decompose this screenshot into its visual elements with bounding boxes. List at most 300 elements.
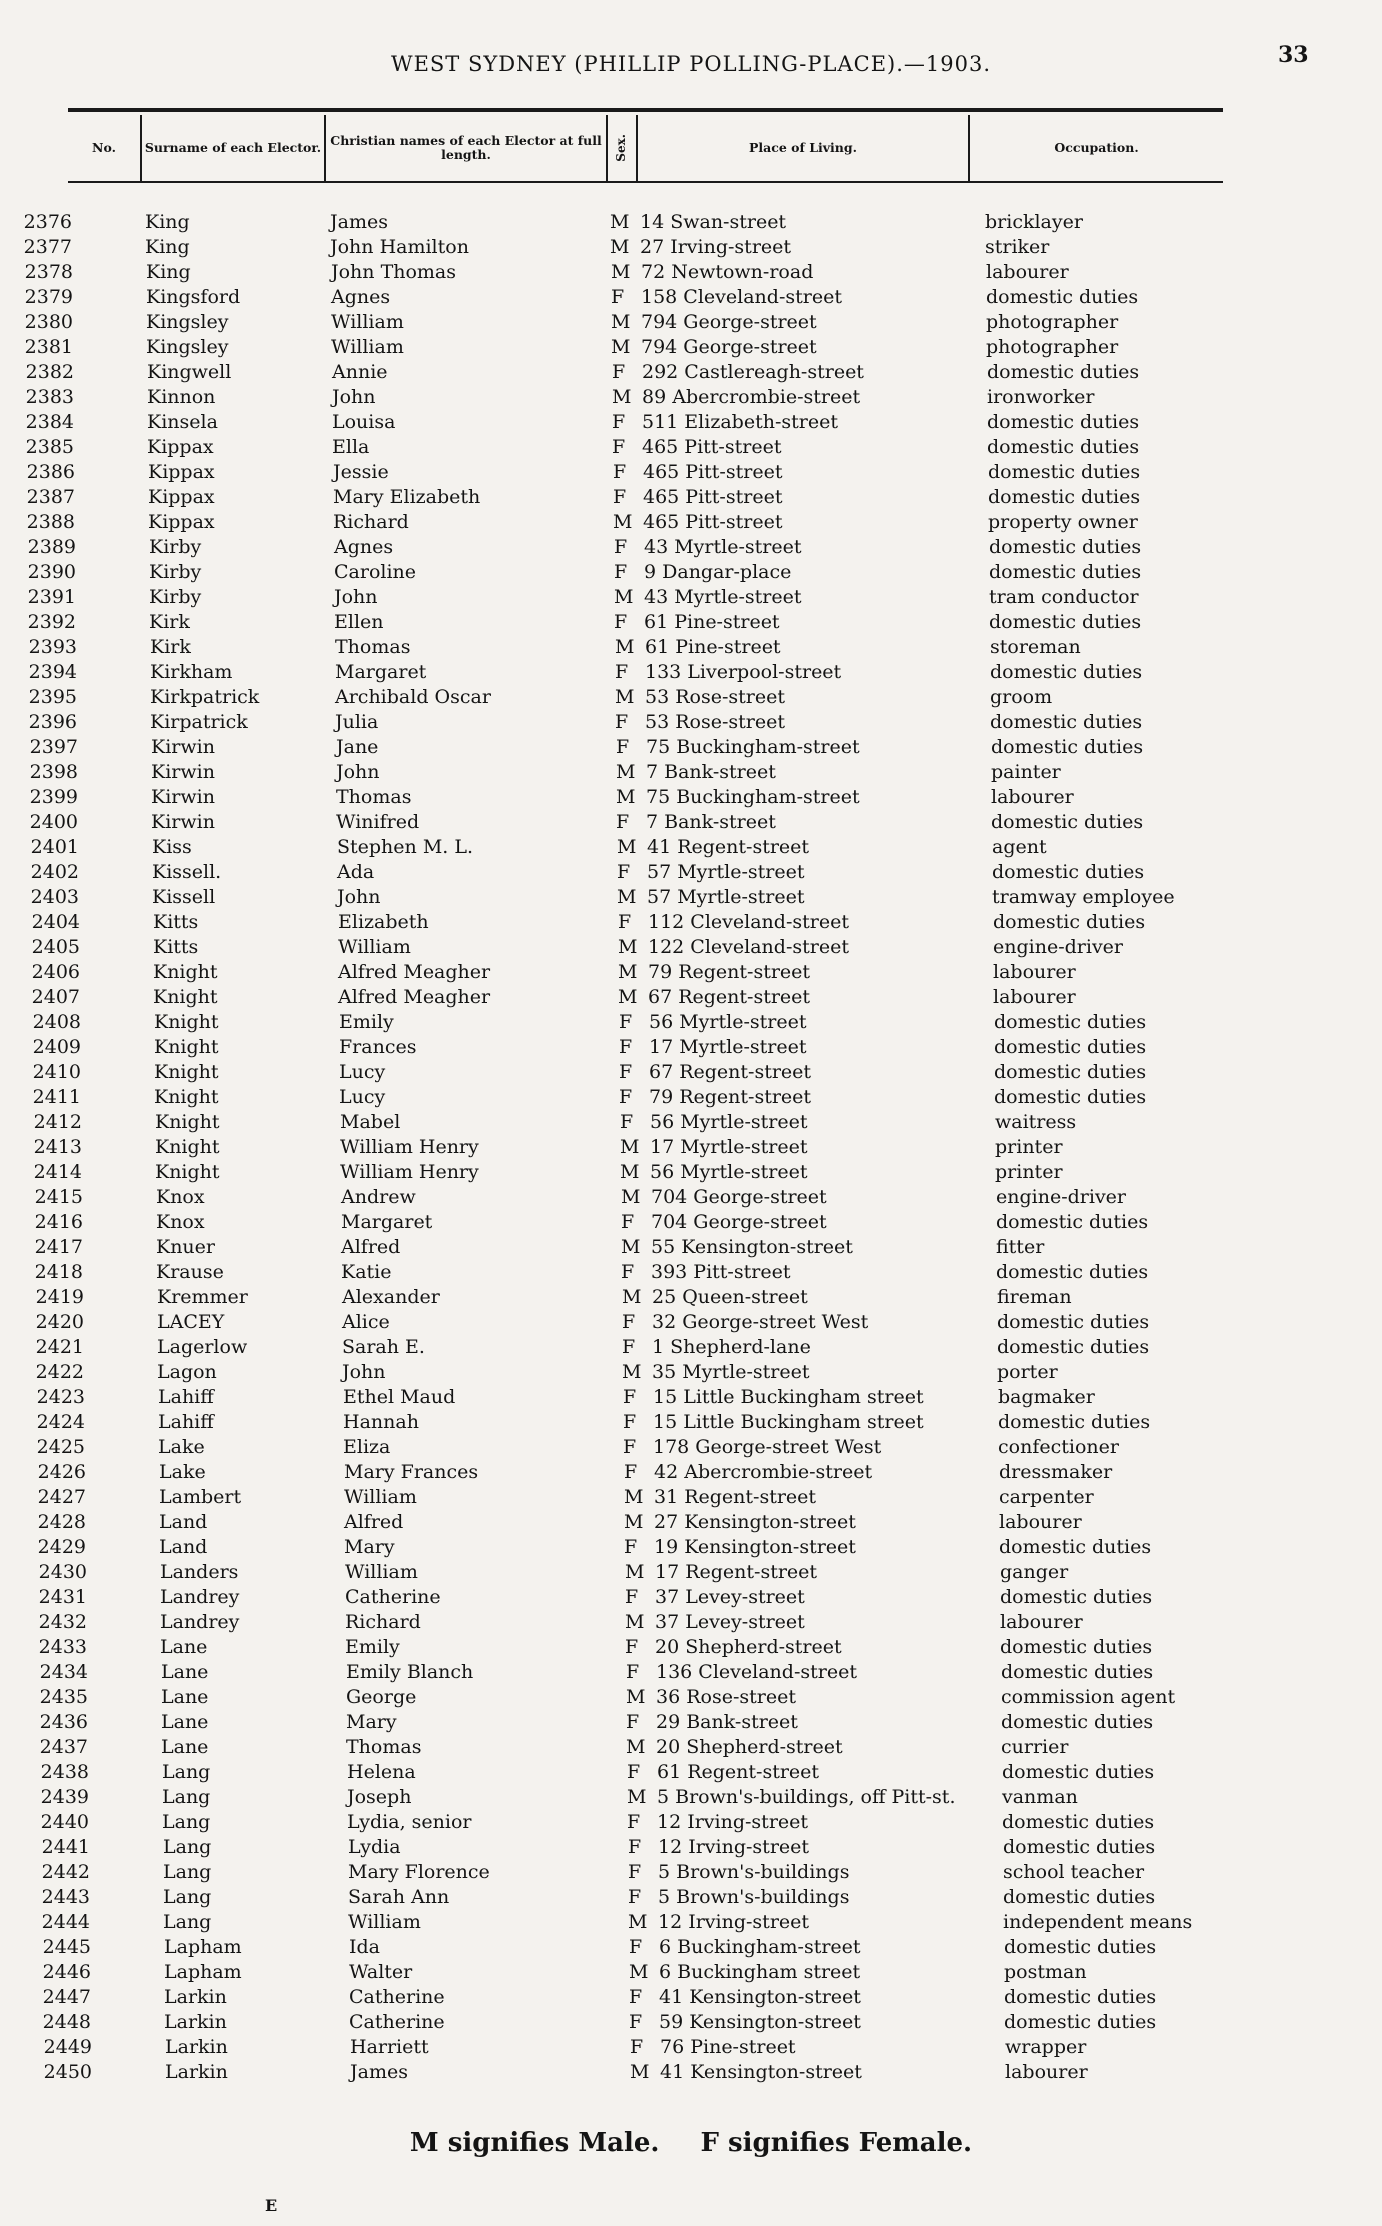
elector-number: 2413 — [33, 1136, 82, 1158]
sex: M — [611, 261, 631, 283]
christian-names: William — [344, 1486, 417, 1508]
elector-number: 2377 — [23, 236, 72, 258]
place-of-living: 465 Pitt-street — [643, 511, 783, 533]
occupation: photographer — [986, 311, 1119, 333]
place-of-living: 7 Bank-street — [646, 761, 776, 783]
elector-number: 2415 — [34, 1186, 83, 1208]
sex: F — [628, 1836, 642, 1858]
surname: Knight — [155, 1161, 220, 1183]
table-row — [0, 735, 1382, 760]
sex: F — [624, 1461, 638, 1483]
surname: Kippax — [148, 511, 215, 533]
male-note: M signifies Male. — [409, 2128, 660, 2158]
table-row — [0, 810, 1382, 835]
place-of-living: 25 Queen-street — [652, 1286, 808, 1308]
occupation: bricklayer — [985, 211, 1083, 233]
place-of-living: 292 Castlereagh-street — [642, 361, 864, 383]
surname: Knight — [153, 986, 218, 1008]
table-row — [0, 960, 1382, 985]
surname: Kingwell — [147, 361, 232, 383]
sex: F — [619, 1086, 633, 1108]
christian-names: George — [346, 1686, 417, 1708]
place-of-living: 794 George-street — [641, 311, 817, 333]
christian-names: Margaret — [341, 1211, 433, 1233]
christian-names: Margaret — [335, 661, 427, 683]
table-row — [0, 410, 1382, 435]
place-of-living: 59 Kensington-street — [659, 2011, 861, 2033]
surname: Knox — [156, 1186, 205, 1208]
occupation: domestic duties — [986, 286, 1139, 308]
occupation: printer — [995, 1136, 1063, 1158]
place-of-living: 5 Brown's-buildings — [658, 1861, 850, 1883]
occupation: domestic duties — [993, 911, 1146, 933]
occupation: waitress — [995, 1111, 1077, 1133]
sex: M — [622, 1361, 642, 1383]
occupation: domestic duties — [1000, 1636, 1153, 1658]
elector-number: 2423 — [36, 1386, 85, 1408]
surname: Lambert — [159, 1486, 242, 1508]
occupation: fitter — [996, 1236, 1045, 1258]
occupation: labourer — [1005, 2061, 1088, 2083]
christian-names: Julia — [335, 711, 379, 733]
occupation: domestic duties — [990, 711, 1143, 733]
occupation: domestic duties — [1002, 1761, 1155, 1783]
elector-number: 2381 — [24, 336, 73, 358]
occupation: domestic duties — [987, 411, 1140, 433]
sex: M — [621, 1236, 641, 1258]
christian-names: John Thomas — [331, 261, 457, 283]
elector-number: 2401 — [30, 836, 79, 858]
occupation: domestic duties — [1002, 1811, 1155, 1833]
sex: F — [630, 2036, 644, 2058]
occupation: domestic duties — [989, 611, 1142, 633]
christian-names: William — [345, 1561, 418, 1583]
occupation: engine-driver — [993, 936, 1124, 958]
table-row — [0, 1635, 1382, 1660]
occupation: confectioner — [998, 1436, 1119, 1458]
page-number: 33 — [1278, 42, 1309, 68]
place-of-living: 17 Myrtle-street — [650, 1136, 808, 1158]
table-row — [0, 1510, 1382, 1535]
table-row — [0, 660, 1382, 685]
surname: Knight — [155, 1136, 220, 1158]
occupation: labourer — [993, 986, 1076, 1008]
surname: Kirwin — [151, 736, 215, 758]
occupation: labourer — [991, 786, 1074, 808]
christian-names: Catherine — [349, 1986, 445, 2008]
christian-names: Thomas — [346, 1736, 422, 1758]
surname: Kiss — [152, 836, 192, 858]
place-of-living: 72 Newtown-road — [641, 261, 814, 283]
place-of-living: 32 George-street West — [652, 1311, 869, 1333]
table-row — [0, 1910, 1382, 1935]
occupation: postman — [1004, 1961, 1087, 1983]
place-of-living: 57 Myrtle-street — [647, 886, 805, 908]
place-of-living: 136 Cleveland-street — [656, 1661, 857, 1683]
elector-number: 2397 — [29, 736, 78, 758]
table-row — [0, 2010, 1382, 2035]
table-row — [0, 285, 1382, 310]
christian-names: Alfred Meagher — [338, 986, 491, 1008]
christian-names: Katie — [341, 1261, 392, 1283]
place-of-living: 19 Kensington-street — [654, 1536, 856, 1558]
christian-names: Frances — [339, 1036, 417, 1058]
surname: Kissell — [152, 886, 216, 908]
occupation: labourer — [993, 961, 1076, 983]
sex: F — [617, 861, 631, 883]
place-of-living: 53 Rose-street — [645, 686, 785, 708]
table-row — [0, 885, 1382, 910]
christian-names: Mabel — [340, 1111, 401, 1133]
elector-number: 2394 — [28, 661, 77, 683]
elector-number: 2412 — [33, 1111, 82, 1133]
occupation: striker — [985, 236, 1050, 258]
surname: Kremmer — [157, 1286, 248, 1308]
sex: M — [617, 886, 637, 908]
sex: M — [624, 1486, 644, 1508]
surname: Lang — [163, 1836, 212, 1858]
place-of-living: 27 Kensington-street — [654, 1511, 856, 1533]
surname: Land — [159, 1536, 208, 1558]
surname: Kitts — [153, 911, 199, 933]
surname: Larkin — [164, 2011, 227, 2033]
elector-number: 2448 — [42, 2011, 91, 2033]
christian-names: William — [331, 311, 404, 333]
table-row — [0, 1435, 1382, 1460]
elector-number: 2429 — [37, 1536, 86, 1558]
table-row — [0, 635, 1382, 660]
place-of-living: 75 Buckingham-street — [646, 736, 860, 758]
table-row — [0, 1810, 1382, 1835]
sex: M — [621, 1186, 641, 1208]
table-row — [0, 1860, 1382, 1885]
sex: F — [612, 411, 626, 433]
sex: F — [616, 736, 630, 758]
table-row — [0, 1460, 1382, 1485]
elector-number: 2421 — [35, 1336, 84, 1358]
elector-number: 2428 — [37, 1511, 86, 1533]
elector-number: 2434 — [39, 1661, 88, 1683]
elector-number: 2399 — [29, 786, 78, 808]
table-row — [0, 1610, 1382, 1635]
table-row — [0, 610, 1382, 635]
sex: M — [610, 236, 630, 258]
christian-names: Ida — [349, 1936, 380, 1958]
occupation: carpenter — [999, 1486, 1094, 1508]
christian-names: Annie — [332, 361, 388, 383]
christian-names: Helena — [347, 1761, 416, 1783]
place-of-living: 61 Regent-street — [657, 1761, 820, 1783]
sex: M — [613, 511, 633, 533]
table-row — [0, 210, 1382, 235]
surname: Lake — [158, 1436, 205, 1458]
table-row — [0, 1135, 1382, 1160]
place-of-living: 17 Myrtle-street — [649, 1036, 807, 1058]
surname: Landers — [160, 1561, 239, 1583]
christian-names: Thomas — [336, 786, 412, 808]
place-of-living: 67 Regent-street — [649, 1061, 812, 1083]
sex: M — [625, 1561, 645, 1583]
christian-names: Jane — [336, 736, 379, 758]
christian-names: John — [336, 761, 380, 783]
table-row — [0, 1985, 1382, 2010]
sex: M — [611, 311, 631, 333]
christian-names: William Henry — [340, 1136, 479, 1158]
elector-number: 2384 — [25, 411, 74, 433]
sex: M — [624, 1511, 644, 1533]
christian-names: Eliza — [343, 1436, 391, 1458]
christian-names: Sarah E. — [342, 1336, 425, 1358]
place-of-living: 56 Myrtle-street — [649, 1011, 807, 1033]
elector-number: 2405 — [31, 936, 80, 958]
surname: Lake — [159, 1461, 206, 1483]
place-of-living: 12 Irving-street — [658, 1836, 810, 1858]
table-row — [0, 1235, 1382, 1260]
table-row — [0, 785, 1382, 810]
elector-number: 2438 — [40, 1761, 89, 1783]
table-row — [0, 385, 1382, 410]
surname: Landrey — [160, 1611, 240, 1633]
surname: Kingsley — [146, 311, 229, 333]
christian-names: Harriett — [350, 2036, 429, 2058]
place-of-living: 465 Pitt-street — [643, 486, 783, 508]
christian-names: Emily — [339, 1011, 394, 1033]
sex: M — [626, 1686, 646, 1708]
sex: F — [619, 1036, 633, 1058]
table-row — [0, 1560, 1382, 1585]
place-of-living: 20 Shepherd-street — [656, 1736, 843, 1758]
place-of-living: 15 Little Buckingham street — [653, 1386, 924, 1408]
place-of-living: 112 Cleveland-street — [648, 911, 849, 933]
sex: F — [615, 661, 629, 683]
table-row — [0, 1885, 1382, 1910]
occupation: domestic duties — [1001, 1661, 1154, 1683]
sex: M — [620, 1136, 640, 1158]
elector-number: 2387 — [26, 486, 75, 508]
place-of-living: 36 Rose-street — [656, 1686, 796, 1708]
occupation: tramway employee — [992, 886, 1175, 908]
surname: Lahiff — [158, 1386, 214, 1408]
sex: F — [627, 1761, 641, 1783]
place-of-living: 465 Pitt-street — [643, 461, 783, 483]
occupation: domestic duties — [991, 811, 1144, 833]
elector-number: 2400 — [29, 811, 78, 833]
table-row — [0, 310, 1382, 335]
table-row — [0, 335, 1382, 360]
surname: Knight — [153, 961, 218, 983]
surname: Lane — [161, 1661, 209, 1683]
occupation: domestic duties — [988, 461, 1141, 483]
sex: F — [613, 461, 627, 483]
surname: Kirkpatrick — [150, 686, 260, 708]
elector-number: 2389 — [27, 536, 76, 558]
occupation: porter — [997, 1361, 1058, 1383]
sex: M — [618, 986, 638, 1008]
surname: Knight — [154, 1036, 219, 1058]
elector-number: 2402 — [30, 861, 79, 883]
occupation: domestic duties — [987, 436, 1140, 458]
table-row — [0, 1335, 1382, 1360]
surname: Kinnon — [147, 386, 216, 408]
christian-names: Lydia, senior — [347, 1811, 472, 1833]
table-row — [0, 560, 1382, 585]
surname: Kirk — [149, 611, 190, 633]
occupation: labourer — [986, 261, 1069, 283]
surname: Lang — [162, 1811, 211, 1833]
place-of-living: 6 Buckingham-street — [659, 1936, 861, 1958]
sex: M — [617, 836, 637, 858]
elector-number: 2393 — [28, 636, 77, 658]
surname: Landrey — [160, 1586, 240, 1608]
christian-names: Louisa — [332, 411, 396, 433]
christian-names: Lucy — [339, 1061, 386, 1083]
surname: Kinsela — [147, 411, 218, 433]
table-row — [0, 435, 1382, 460]
place-of-living: 6 Buckingham street — [659, 1961, 861, 1983]
sex: F — [621, 1211, 635, 1233]
sex: F — [619, 1011, 633, 1033]
occupation: domestic duties — [999, 1536, 1152, 1558]
christian-names: Mary — [346, 1711, 397, 1733]
surname: Kirpatrick — [150, 711, 248, 733]
place-of-living: 794 George-street — [641, 336, 817, 358]
place-of-living: 393 Pitt-street — [651, 1261, 791, 1283]
female-note: F signifies Female. — [700, 2128, 973, 2158]
elector-number: 2436 — [39, 1711, 88, 1733]
place-of-living: 56 Myrtle-street — [650, 1161, 808, 1183]
sex: F — [621, 1261, 635, 1283]
christian-names: Lucy — [339, 1086, 386, 1108]
place-of-living: 37 Levey-street — [655, 1611, 805, 1633]
elector-number: 2447 — [42, 1986, 91, 2008]
surname: Land — [159, 1511, 208, 1533]
christian-names: Joseph — [347, 1786, 412, 1808]
occupation: domestic duties — [997, 1311, 1150, 1333]
elector-number: 2418 — [34, 1261, 83, 1283]
christian-names: Richard — [333, 511, 409, 533]
sex: M — [616, 761, 636, 783]
christian-names: Winifred — [336, 811, 420, 833]
occupation: domestic duties — [998, 1411, 1151, 1433]
christian-names: Ada — [337, 861, 375, 883]
occupation: school teacher — [1003, 1861, 1145, 1883]
surname: Knuer — [156, 1236, 215, 1258]
christian-names: William — [348, 1911, 421, 1933]
table-row — [0, 685, 1382, 710]
sex: F — [623, 1386, 637, 1408]
sex: F — [612, 361, 626, 383]
table-row — [0, 1035, 1382, 1060]
table-row — [0, 760, 1382, 785]
occupation: domestic duties — [987, 361, 1140, 383]
table-row — [0, 985, 1382, 1010]
christian-names: Archibald Oscar — [335, 686, 491, 708]
occupation: domestic duties — [991, 736, 1144, 758]
occupation: photographer — [986, 336, 1119, 358]
sex: M — [627, 1786, 647, 1808]
occupation: domestic duties — [997, 1336, 1150, 1358]
sex: F — [623, 1411, 637, 1433]
place-of-living: 76 Pine-street — [660, 2036, 796, 2058]
christian-names: Sarah Ann — [348, 1886, 450, 1908]
christian-names: John — [342, 1361, 386, 1383]
sex: M — [612, 386, 632, 408]
surname: King — [145, 236, 190, 258]
occupation: domestic duties — [1004, 2011, 1157, 2033]
table-row — [0, 510, 1382, 535]
surname: Lapham — [164, 1961, 242, 1983]
sex: M — [615, 636, 635, 658]
christian-names: Agnes — [331, 286, 391, 308]
sex: F — [625, 1586, 639, 1608]
table-row — [0, 935, 1382, 960]
sex: F — [622, 1336, 636, 1358]
occupation: domestic duties — [990, 661, 1143, 683]
occupation: bagmaker — [998, 1386, 1095, 1408]
christian-names: John — [332, 386, 376, 408]
elector-number: 2437 — [39, 1736, 88, 1758]
table-row — [0, 260, 1382, 285]
surname: Kirby — [149, 561, 202, 583]
sex: M — [618, 936, 638, 958]
elector-number: 2392 — [27, 611, 76, 633]
table-row — [0, 1110, 1382, 1135]
elector-number: 2416 — [34, 1211, 83, 1233]
occupation: domestic duties — [994, 1011, 1147, 1033]
christian-names: Ethel Maud — [343, 1386, 456, 1408]
place-of-living: 67 Regent-street — [648, 986, 811, 1008]
table-row — [0, 1735, 1382, 1760]
place-of-living: 79 Regent-street — [648, 961, 811, 983]
christian-names: James — [350, 2061, 408, 2083]
surname: Knight — [154, 1011, 219, 1033]
elector-number: 2406 — [31, 961, 80, 983]
surname: Lapham — [164, 1936, 242, 1958]
elector-number: 2444 — [41, 1911, 90, 1933]
elector-number: 2407 — [31, 986, 80, 1008]
sex: F — [625, 1636, 639, 1658]
occupation: domestic duties — [989, 561, 1142, 583]
col-header-surname: Surname of each Elector. — [144, 139, 322, 155]
elector-number: 2386 — [26, 461, 75, 483]
christian-names: Emily Blanch — [346, 1661, 474, 1683]
sex: F — [626, 1661, 640, 1683]
elector-number: 2420 — [35, 1311, 84, 1333]
occupation: ironworker — [987, 386, 1095, 408]
surname: Kirwin — [151, 811, 215, 833]
column-header-row — [68, 115, 1223, 181]
place-of-living: 56 Myrtle-street — [650, 1111, 808, 1133]
elector-number: 2391 — [27, 586, 76, 608]
occupation: property owner — [988, 511, 1138, 533]
place-of-living: 178 George-street West — [653, 1436, 882, 1458]
sex: F — [620, 1111, 634, 1133]
sex: M — [630, 2061, 650, 2083]
christian-names: William — [331, 336, 404, 358]
elector-number: 2433 — [38, 1636, 87, 1658]
sex: F — [618, 911, 632, 933]
signature-mark: E — [265, 2196, 278, 2215]
sex: F — [614, 611, 628, 633]
occupation: domestic duties — [996, 1261, 1149, 1283]
sex: M — [625, 1611, 645, 1633]
col-header-sex — [608, 115, 636, 181]
christian-names: William — [338, 936, 411, 958]
sex: F — [613, 486, 627, 508]
occupation: painter — [991, 761, 1061, 783]
elector-number: 2445 — [42, 1936, 91, 1958]
christian-names: Ella — [332, 436, 370, 458]
